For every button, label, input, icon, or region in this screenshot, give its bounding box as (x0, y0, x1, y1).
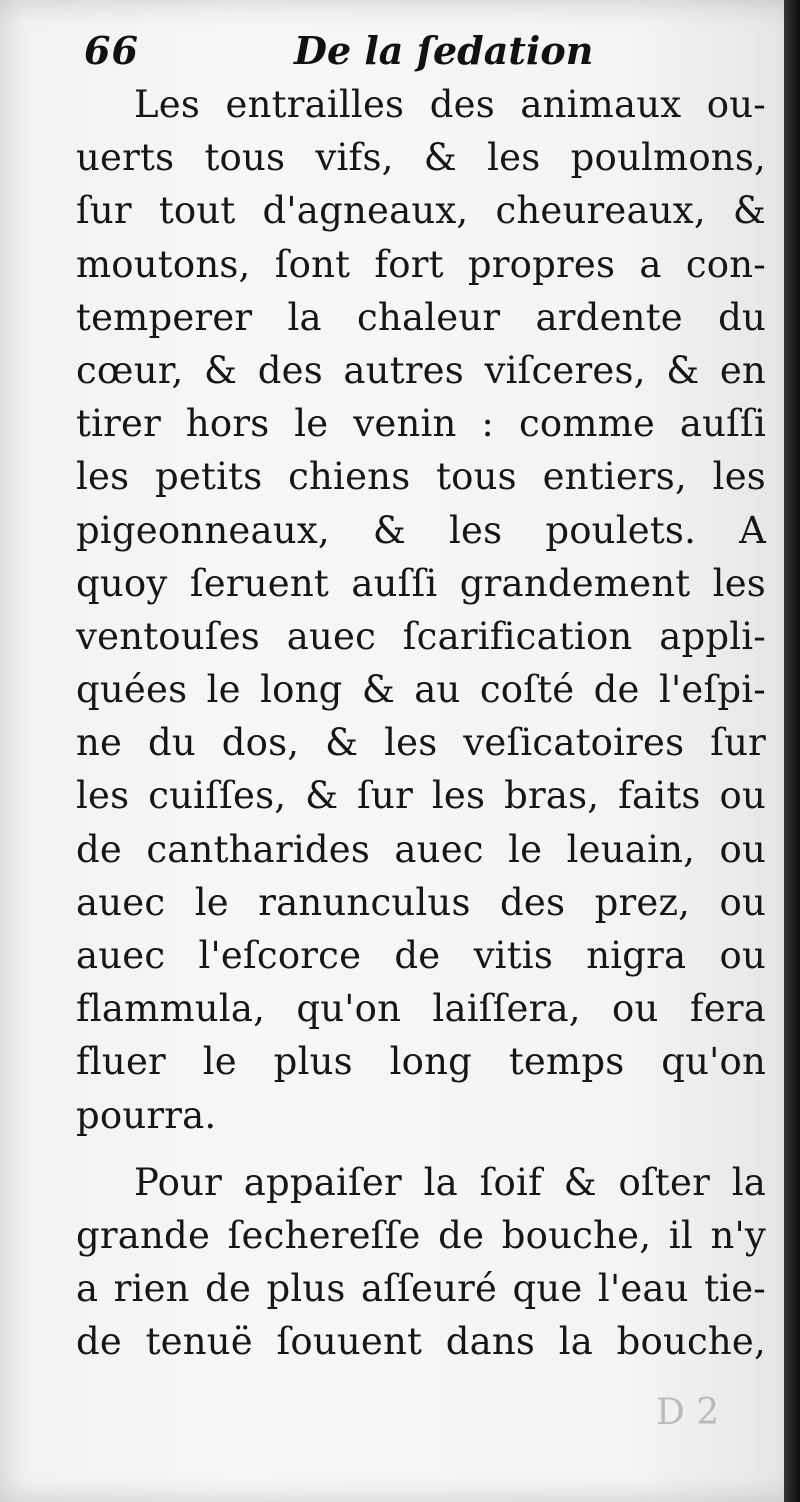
text-line: auec le ranunculus des prez, ou (76, 880, 766, 924)
page-edge (784, 0, 800, 1502)
text-line: les petits chiens tous entiers, les (76, 455, 766, 499)
running-title: De la ſedation (294, 28, 594, 73)
text-line: uerts tous vifs, & les poulmons, (76, 136, 766, 180)
paragraph-gap (76, 1142, 766, 1156)
text-line: Les entrailles des animaux ou- (134, 83, 766, 126)
signature-mark: D 2 (656, 1392, 720, 1433)
text-line: pigeonneaux, & les poulets. A (76, 508, 766, 552)
text-line: cœur, & des autres viſceres, & en (76, 348, 766, 392)
text-line: auec l'eſcorce de vitis nigra ou (76, 934, 766, 977)
text-line: de cantharides auec le leuain, ou (76, 827, 766, 871)
text-line: flammula, qu'on laiſſera, ou fera (76, 987, 766, 1031)
text-line: ne du dos, & les veſicatoires ſur (76, 721, 766, 765)
text-line: temperer la chaleur ardente du (76, 295, 766, 339)
running-head (84, 28, 764, 80)
page-number: 66 (84, 28, 139, 73)
text-line: pourra. (76, 1093, 217, 1137)
text-line: tirer hors le venin : comme auſſi (76, 402, 766, 446)
text-line: les cuiſſes, & ſur les bras, faits ou (76, 774, 766, 818)
text-line: ventouſes auec ſcarification appli- (76, 614, 766, 658)
text-line: moutons, ſont fort propres a con- (76, 242, 766, 286)
text-line: ſur tout d'agneaux, cheureaux, & (76, 189, 766, 233)
body-text (76, 78, 766, 1369)
text-line: fluer le plus long temps qu'on (76, 1040, 766, 1084)
text-line: quées le long & au coſté de l'eſpi- (76, 668, 766, 712)
text-line: a rien de plus aſſeuré que l'eau tie- (76, 1267, 766, 1311)
text-line: de tenuë ſouuent dans la bouche, (76, 1320, 766, 1364)
text-line: Pour appaiſer la ſoif & oſter la (134, 1160, 766, 1204)
text-line: grande ſechereſſe de bouche, il n'y (76, 1213, 766, 1257)
text-line: quoy ſeruent auſſi grandement les (76, 561, 766, 605)
